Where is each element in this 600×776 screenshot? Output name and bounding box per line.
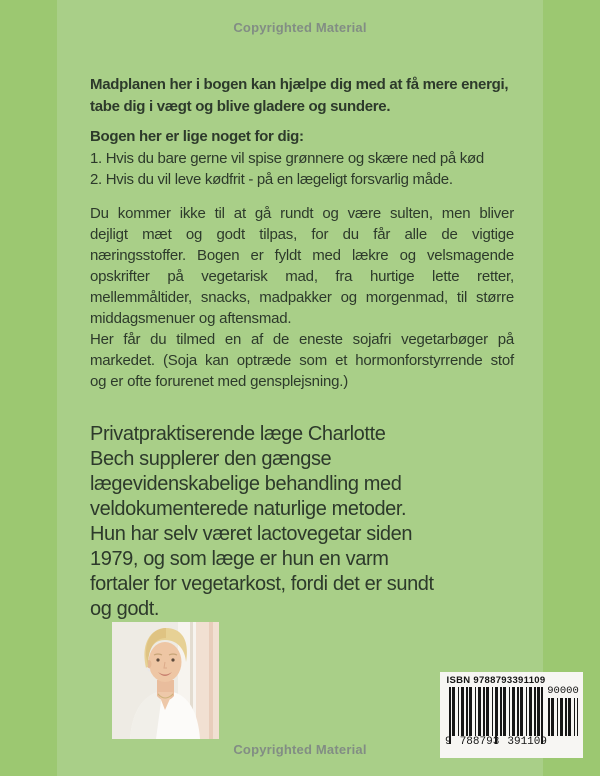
- author-bio-text: Privatpraktiserende læge Charlotte Bech supplerer den gængse lægevidenskabelige behandling med veldokumenterede naturlige metoder. Hun har selv været lactovegetar siden 1979, og som læge er hun en varm fortaler for vegetarkost, fordi det er sundt og godt.: [90, 423, 434, 620]
- watermark-top: Copyrighted Material: [233, 20, 367, 35]
- ean-digits: 9 788793 391109: [445, 736, 547, 748]
- supplement-code-label: 90000: [547, 685, 579, 697]
- audience-block: [90, 126, 514, 191]
- supplement-barcode: [548, 698, 578, 736]
- author-photo: [112, 622, 219, 739]
- watermark-bottom: Copyrighted Material: [233, 742, 367, 757]
- isbn-label: ISBN 9788793391109: [446, 675, 546, 686]
- intro-text: Madplanen her i bogen kan hjælpe dig med at få mere energi, tabe dig i vægt og blive gladere og sundere.: [90, 76, 509, 115]
- portrait-of-author-image: [112, 622, 219, 739]
- audience-item: 2. Hvis du vil leve kødfrit - på en lægeligt forsvarlig måde.: [90, 171, 453, 188]
- body-text: Du kommer ikke til at gå rundt og være sulten, men bliver dejligt mæt og godt tilpas, for du får alle de vigtige næringsstoffer. Bogen er fyldt med lækre og velsmagende opskrifter på vegetarisk mad, fra hurtige lette retter, mellemmåltider, snacks, madpakker og morgenmad, til større middagsmenuer og aftensmad. Her får du tilmed en af de eneste sojafri vegetarbøger på markedet. (Soja kan optræde som et hormonforstyrrende stof og er ofte forurenet med gensplejsning.): [90, 205, 514, 390]
- audience-heading: Bogen her er lige noget for dig:: [90, 128, 304, 145]
- audience-item: 1. Hvis du bare gerne vil spise grønnere og skære ned på kød: [90, 149, 484, 167]
